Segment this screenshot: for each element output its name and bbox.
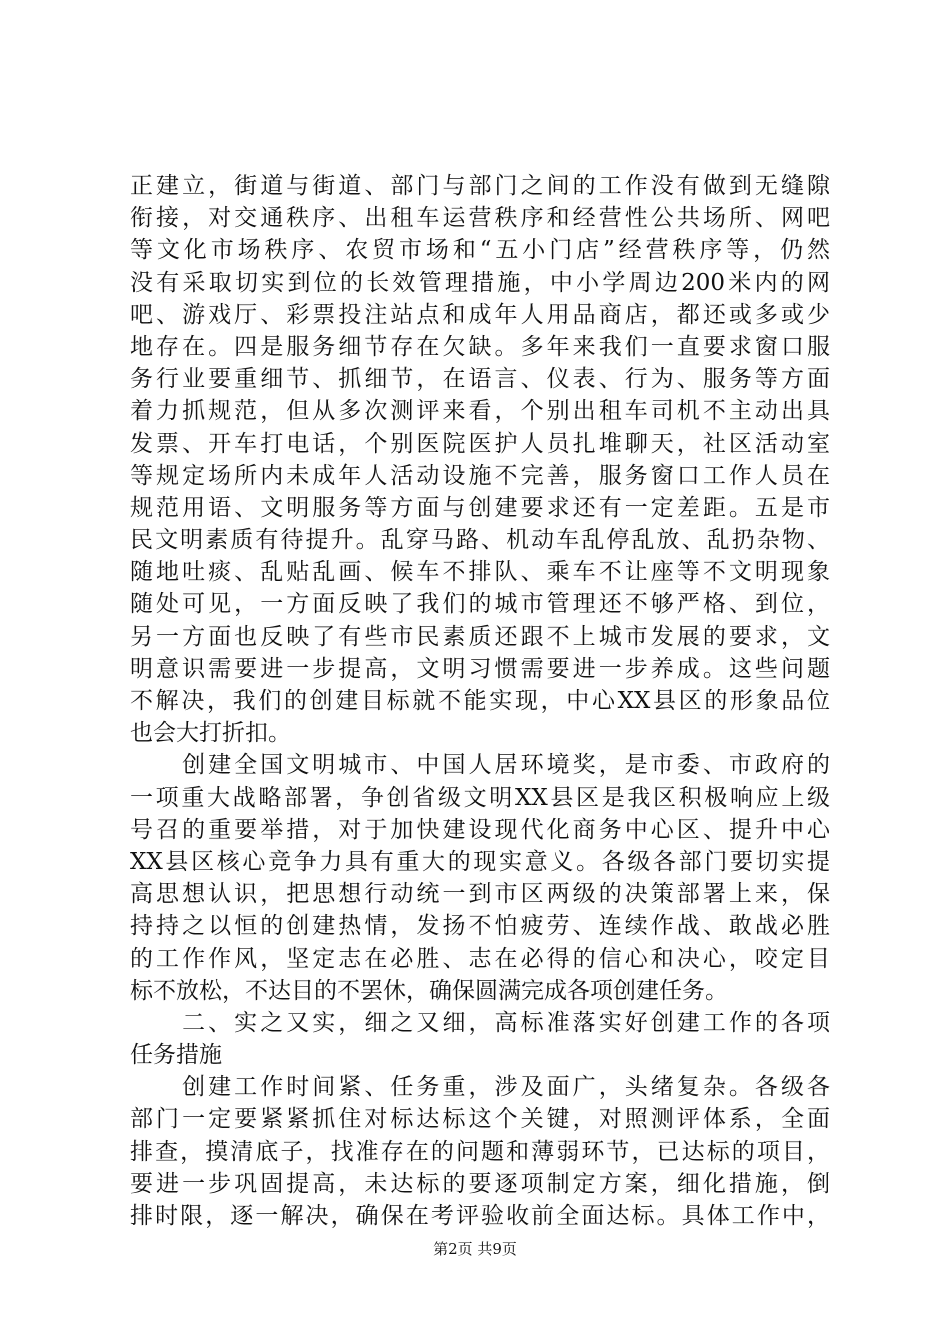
section-heading-line: 二、实之又实，细之又细，高标准落实好创建工作的各项 bbox=[130, 1009, 830, 1036]
text-line: 发票、开车打电话，个别医院医护人员扎堆聊天，社区活动室 bbox=[130, 430, 830, 457]
text-line: 号召的重要举措，对于加快建设现代化商务中心区、提升中心 bbox=[130, 816, 830, 843]
text-line: 吧、游戏厅、彩票投注站点和成年人用品商店，都还或多或少 bbox=[130, 301, 830, 328]
text-line: 另一方面也反映了有些市民素质还跟不上城市发展的要求，文 bbox=[130, 623, 830, 650]
text-line: 地存在。四是服务细节存在欠缺。多年来我们一直要求窗口服 bbox=[130, 333, 830, 360]
text-line: 明意识需要进一步提高，文明习惯需要进一步养成。这些问题 bbox=[130, 655, 830, 682]
text-line: 随地吐痰、乱贴乱画、候车不排队、乘车不让座等不文明现象 bbox=[130, 559, 830, 586]
text-line: 着力抓规范，但从多次测评来看，个别出租车司机不主动出具 bbox=[130, 398, 830, 425]
document-body bbox=[130, 170, 830, 1232]
text-line: 衔接，对交通秩序、出租车运营秩序和经营性公共场所、网吧 bbox=[130, 205, 830, 232]
text-line: 随处可见，一方面反映了我们的城市管理还不够严格、到位， bbox=[130, 591, 830, 618]
text-line: 创建全国文明城市、中国人居环境奖，是市委、市政府的 bbox=[130, 752, 830, 779]
section-heading-end-line: 任务措施 bbox=[130, 1042, 222, 1069]
page-footer: 第2页 共9页 bbox=[433, 1240, 517, 1258]
text-line: 部门一定要紧紧抓住对标达标这个关键，对照测评体系，全面 bbox=[130, 1106, 830, 1133]
text-line: 规范用语、文明服务等方面与创建要求还有一定差距。五是市 bbox=[130, 494, 830, 521]
text-line: 的工作作风，坚定志在必胜、志在必得的信心和决心，咬定目 bbox=[130, 945, 830, 972]
text-line: 高思想认识，把思想行动统一到市区两级的决策部署上来，保 bbox=[130, 881, 830, 908]
text-line: 没有采取切实到位的长效管理措施，中小学周边200米内的网 bbox=[130, 269, 830, 296]
paragraph-end-line: 标不放松，不达目的不罢休，确保圆满完成各项创建任务。 bbox=[130, 977, 728, 1004]
text-line: 排查，摸清底子，找准存在的问题和薄弱环节，已达标的项目， bbox=[130, 1138, 830, 1165]
paragraph-end-line: 也会大打折扣。 bbox=[130, 720, 291, 747]
text-line: 正建立，街道与街道、部门与部门之间的工作没有做到无缝隙 bbox=[130, 173, 830, 199]
text-line: 创建工作时间紧、任务重，涉及面广，头绪复杂。各级各 bbox=[130, 1074, 830, 1101]
text-line: 持持之以恒的创建热情，发扬不怕疲劳、连续作战、敢战必胜 bbox=[130, 913, 830, 940]
text-line: XX县区核心竞争力具有重大的现实意义。各级各部门要切实提 bbox=[130, 848, 830, 875]
text-line: 不解决，我们的创建目标就不能实现，中心XX县区的形象品位 bbox=[130, 688, 830, 714]
text-line: 要进一步巩固提高，未达标的要逐项制定方案，细化措施，倒 bbox=[130, 1170, 830, 1197]
text-line: 排时限，逐一解决，确保在考评验收前全面达标。具体工作中， bbox=[130, 1203, 830, 1229]
text-line: 等文化市场秩序、农贸市场和“五小门店”经营秩序等，仍然 bbox=[130, 237, 830, 264]
text-line: 民文明素质有待提升。乱穿马路、机动车乱停乱放、乱扔杂物、 bbox=[130, 527, 830, 554]
text-line: 务行业要重细节、抓细节，在语言、仪表、行为、服务等方面 bbox=[130, 366, 830, 393]
text-line: 一项重大战略部署，争创省级文明XX县区是我区积极响应上级 bbox=[130, 784, 830, 811]
text-line: 等规定场所内未成年人活动设施不完善，服务窗口工作人员在 bbox=[130, 462, 830, 489]
